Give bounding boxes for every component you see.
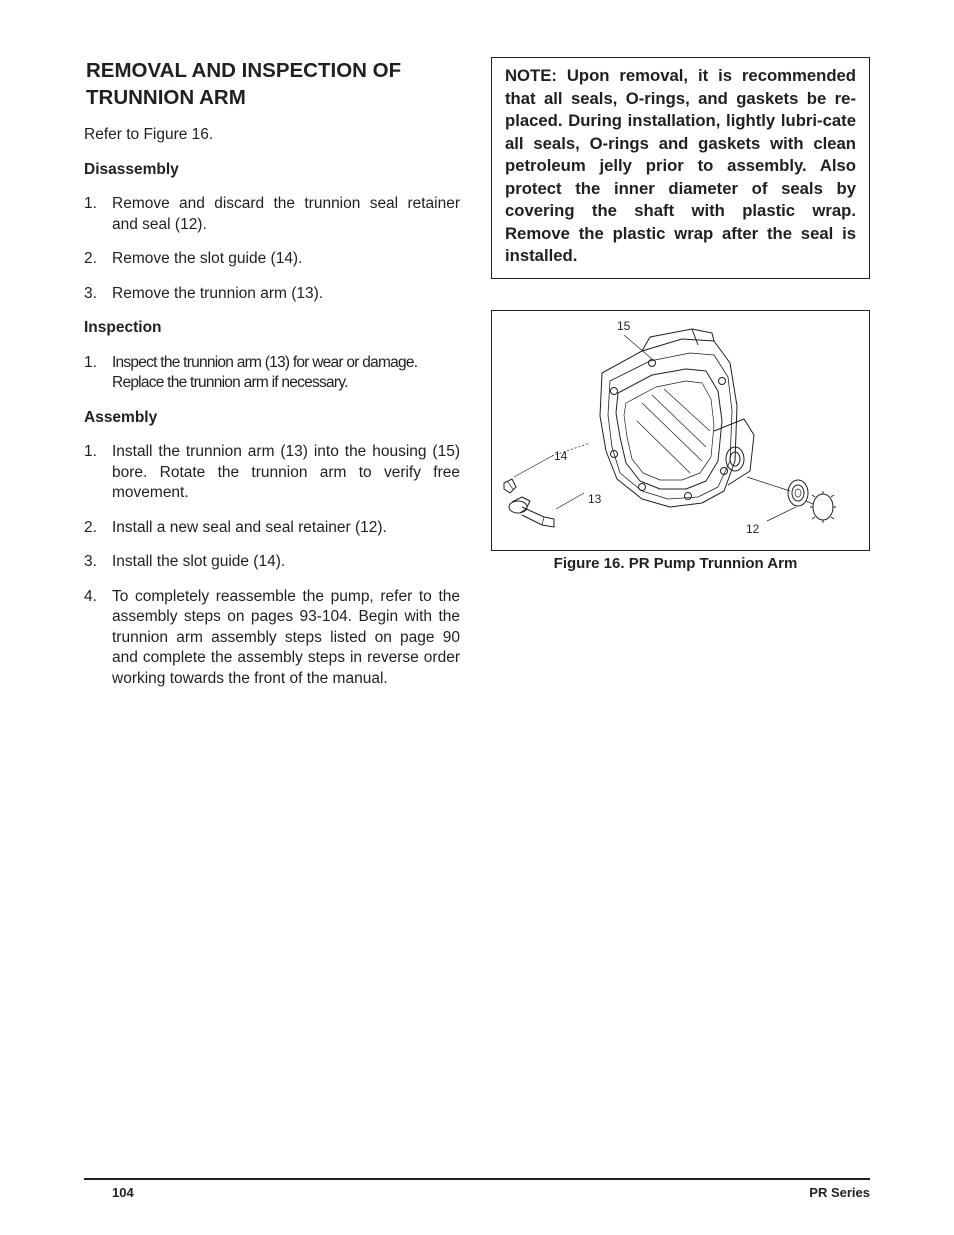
footer-rule xyxy=(84,1178,870,1180)
step-text: Remove and discard the trunnion seal retainer and seal (12). xyxy=(112,195,460,233)
step-text: To completely reassemble the pump, refer to the assembly steps on pages 93-104. Begin with the trunnion arm assembly steps listed on page 90 and complete the assembly steps in reverse order working towards the front of the manual. xyxy=(112,587,460,687)
list-item xyxy=(84,442,460,504)
assembly-heading: Assembly xyxy=(84,408,158,426)
assembly-steps xyxy=(84,442,460,689)
disassembly-steps xyxy=(84,194,460,304)
step-number: 2. xyxy=(84,250,97,267)
seal-retainer xyxy=(810,491,836,523)
step-number: 3. xyxy=(84,284,97,302)
step-text: Inspect the trunnion arm (13) for wear or damage. Replace the trunnion arm if necessary. xyxy=(112,353,418,391)
trunnion-arm-exploded-view xyxy=(492,311,870,551)
callout-14: 14 xyxy=(554,449,568,463)
seal xyxy=(788,480,808,506)
callout-15: 15 xyxy=(617,319,631,333)
list-item xyxy=(84,518,460,539)
step-text: Remove the trunnion arm (13). xyxy=(112,284,324,302)
step-number: 1. xyxy=(84,353,97,371)
step-number: 4. xyxy=(84,587,97,605)
series-name: PR Series xyxy=(809,1185,870,1200)
section-title: REMOVAL AND INSPECTION OF TRUNNION ARM xyxy=(86,59,402,109)
list-item xyxy=(84,249,460,270)
note-text: NOTE: Upon removal, it is recommended that all seals, O-rings, and gaskets be re-placed. During installation, lightly lubri-cate all seals, O-rings and gaskets with clean petroleum jelly prior to assembly. Also protect the inner diameter of seals by covering the shaft with plastic wrap. Remove the plastic wrap after the seal is installed. xyxy=(505,66,856,265)
disassembly-heading: Disassembly xyxy=(84,160,179,178)
list-item xyxy=(84,284,460,305)
callout-13: 13 xyxy=(588,492,602,506)
note-box xyxy=(491,57,870,279)
step-number: 1. xyxy=(84,195,97,212)
figure-16 xyxy=(491,310,870,551)
list-item xyxy=(84,552,460,573)
list-item xyxy=(84,587,460,690)
inspection-steps xyxy=(84,353,460,394)
slot-guide xyxy=(504,479,516,493)
step-text: Install the trunnion arm (13) into the housing (15) bore. Rotate the trunnion arm to verify free movement. xyxy=(112,443,460,501)
step-number: 2. xyxy=(84,518,97,536)
figure-reference: Refer to Figure 16. xyxy=(84,126,214,143)
list-item xyxy=(84,353,460,394)
step-text: Remove the slot guide (14). xyxy=(112,250,303,267)
left-column xyxy=(84,57,460,689)
housing-flange xyxy=(608,353,732,499)
callout-12: 12 xyxy=(746,522,760,536)
step-text: Install a new seal and seal retainer (12). xyxy=(112,518,387,536)
trunnion-arm xyxy=(509,497,554,527)
inspection-heading: Inspection xyxy=(84,319,162,336)
page-number: 104 xyxy=(112,1185,134,1200)
step-number: 3. xyxy=(84,553,97,570)
step-text: Install the slot guide (14). xyxy=(112,553,286,570)
list-item xyxy=(84,194,460,235)
figure-caption: Figure 16. PR Pump Trunnion Arm xyxy=(553,555,798,572)
step-number: 1. xyxy=(84,443,97,460)
housing-body xyxy=(600,339,737,507)
